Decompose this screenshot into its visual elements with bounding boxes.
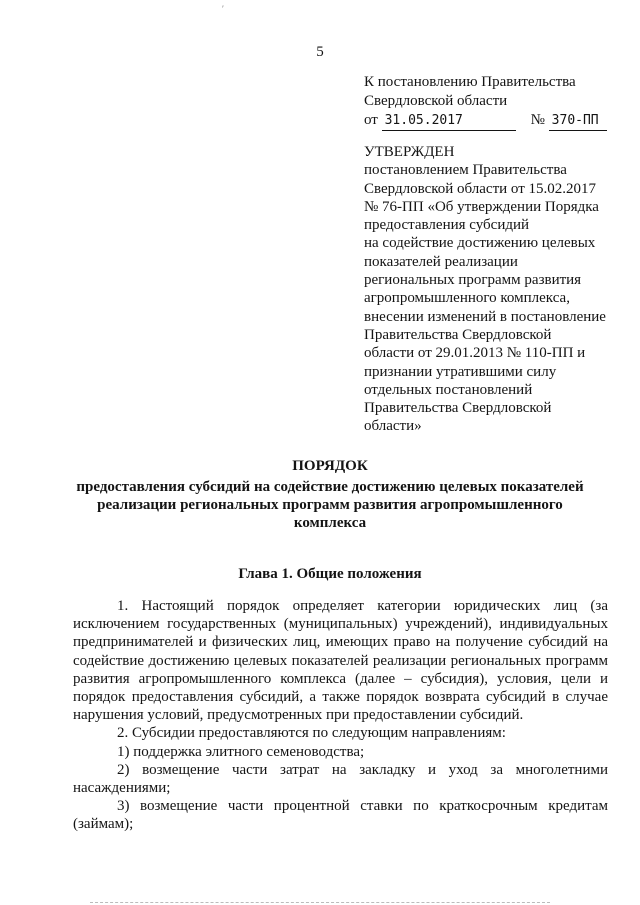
approval-line: показателей реализации bbox=[364, 253, 518, 270]
approval-line: области» bbox=[364, 418, 422, 435]
paragraph-4: 2) возмещение части затрат на закладку и уход за многолетними насаждениями; bbox=[73, 761, 608, 797]
approval-line: Правительства Свердловской bbox=[364, 326, 552, 343]
approval-line: на содействие достижению целевых bbox=[364, 235, 596, 252]
resolution-reference bbox=[364, 73, 626, 131]
paragraph-2: 2. Субсидии предоставляются по следующим направлениям: bbox=[117, 725, 506, 742]
approval-line: региональных программ развития bbox=[364, 272, 582, 289]
ref-date-line bbox=[364, 111, 626, 131]
chapter-title: Глава 1. Общие положения bbox=[238, 566, 422, 582]
scan-mark: ′ bbox=[222, 4, 224, 14]
paragraph-1: 1. Настоящий порядок определяет категории юридических лиц (за исключением государственных (муниципальных) учреждений), индивидуальных предпринимателей и физических лиц, имеющих право на получение субсидий на содействие достижению целевых показателей реализации региональных программ развития агропромышленного комплекса (далее – субсидия), условия, цели и порядок предоставления субсидий, а также порядок возврата субсидий в случае нарушения условий, предусмотренных при предоставлении субсидий. bbox=[73, 598, 608, 724]
ref-number-prefix: № bbox=[530, 112, 545, 128]
ref-line-2: Свердловской области bbox=[364, 93, 508, 109]
paragraph-5: 3) возмещение части процентной ставки по краткосрочным кредитам (займам); bbox=[73, 798, 608, 833]
ref-date-prefix: от bbox=[364, 112, 378, 128]
ref-date-value: 31.05.2017 bbox=[382, 111, 516, 131]
document-body bbox=[73, 597, 608, 834]
ref-line-1: К постановлению Правительства bbox=[364, 74, 576, 90]
approval-heading: УТВЕРЖДЕН bbox=[364, 144, 455, 160]
paragraph-3: 1) поддержка элитного семеноводства; bbox=[117, 743, 365, 760]
document-title: ПОРЯДОК bbox=[292, 458, 368, 474]
approval-line: внесении изменений в постановление bbox=[364, 308, 606, 325]
approval-block bbox=[364, 143, 626, 436]
page-number: 5 bbox=[316, 44, 324, 60]
document-subtitle: предоставления субсидий на содействие достижению целевых показателей реализации региональных программ развития агропромышленного комплекса bbox=[76, 479, 584, 531]
approval-line: постановлением Правительства bbox=[364, 162, 567, 179]
approval-line: признании утратившими силу bbox=[364, 363, 557, 380]
approval-line: отдельных постановлений bbox=[364, 381, 533, 398]
approval-line: № 76-ПП «Об утверждении Порядка bbox=[364, 198, 599, 215]
approval-line: агропромышленного комплекса, bbox=[364, 290, 570, 307]
approval-line: Правительства Свердловской bbox=[364, 400, 552, 417]
scan-edge-artifact bbox=[90, 901, 550, 903]
ref-number-value: 370-ПП bbox=[549, 111, 607, 131]
approval-line: предоставления субсидий bbox=[364, 217, 530, 234]
approval-line: Свердловской области от 15.02.2017 bbox=[364, 180, 597, 197]
approval-line: области от 29.01.2013 № 110-ПП и bbox=[364, 345, 586, 362]
